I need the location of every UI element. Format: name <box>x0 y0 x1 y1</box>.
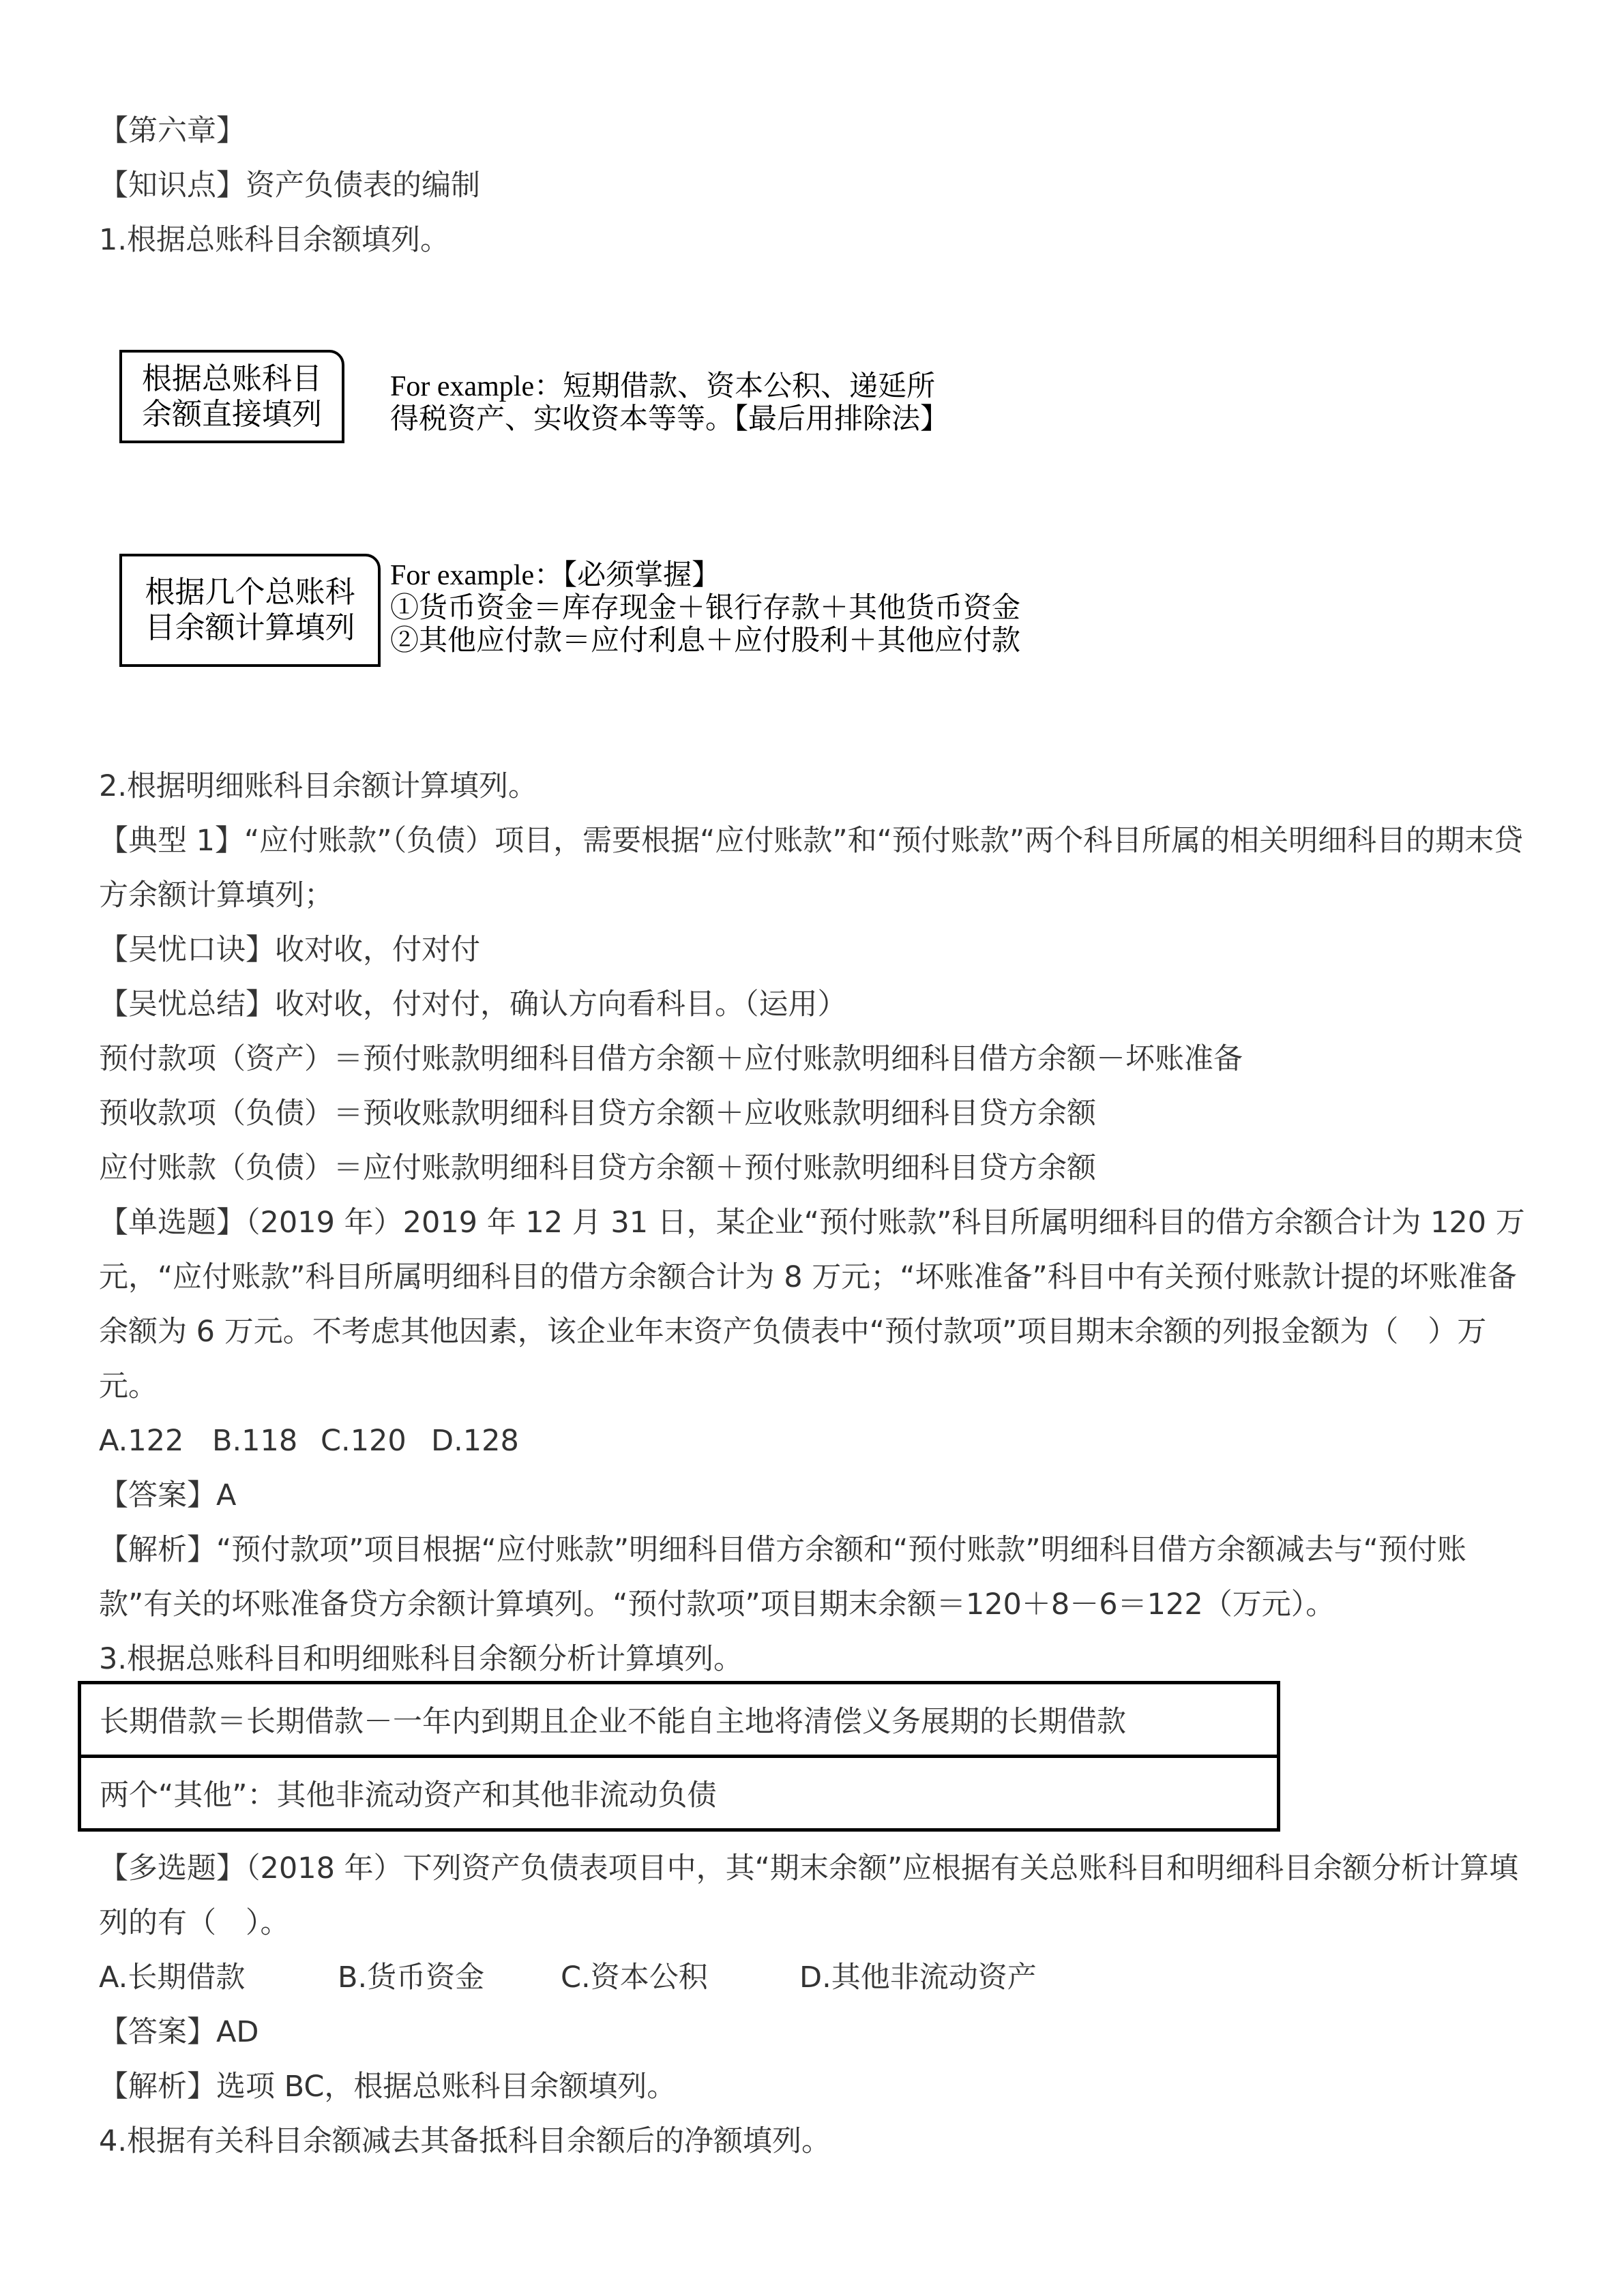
example-line: 得税资产、实收资本等等。【最后用排除法】 <box>390 404 949 435</box>
multi-choice-question: 【多选题】（2018 年）下列资产负债表项目中，其“期末余额”应根据有关总账科目和明细科目余额分析计算填列的有（ ）。 <box>99 1851 1519 1940</box>
diagram-box-direct-fill <box>119 350 344 443</box>
formula-advance-receipts: 预收款项（负债）＝预收账款明细科目贷方余额＋应收账款明细科目贷方余额 <box>99 1097 1096 1131</box>
knowledge-point-heading: 【知识点】资产负债表的编制 <box>99 168 480 203</box>
multi-choice-answer: 【答案】AD <box>99 2015 259 2049</box>
single-choice-answer: 【答案】A <box>99 1478 237 1512</box>
section-4-title: 4.根据有关科目余额减去其备抵科目余额后的净额填列。 <box>99 2124 831 2158</box>
multi-choice-analysis: 【解析】选项 BC，根据总账科目余额填列。 <box>99 2070 677 2104</box>
example-line: For example：【必须掌握】 <box>390 560 721 591</box>
option-c: C.120 <box>321 1424 407 1458</box>
table-cell: 长期借款＝长期借款－一年内到期且企业不能自主地将清偿义务展期的长期借款 <box>80 1683 1279 1757</box>
table-cell: 两个“其他”：其他非流动资产和其他非流动负债 <box>80 1757 1279 1830</box>
diagram-example-1 <box>390 370 949 436</box>
diagram-example-2 <box>390 559 1020 657</box>
option-d: D.128 <box>431 1424 519 1458</box>
option-c: C.资本公积 <box>561 1960 708 1995</box>
rules-table <box>78 1681 1280 1832</box>
option-a: A.122 <box>99 1424 184 1458</box>
diagram-box-label-line: 根据几个总账科 <box>145 575 355 610</box>
example-line: For example：短期借款、资本公积、递延所 <box>390 371 936 402</box>
option-b: B.118 <box>212 1424 298 1458</box>
formula-accounts-payable: 应付账款（负债）＝应付账款明细科目贷方余额＋预付账款明细科目贷方余额 <box>99 1151 1096 1185</box>
diagram-box-label-line: 根据总账科目 <box>142 361 322 396</box>
table-row <box>80 1757 1279 1830</box>
diagram-box-label-line: 目余额计算填列 <box>145 610 355 645</box>
single-choice-options <box>99 1414 519 1468</box>
multi-choice-options <box>99 1950 1037 2005</box>
single-choice-analysis: 【解析】“预付款项”项目根据“应付账款”明细科目借方余额和“预付账款”明细科目借方余额减去与“预付账款”有关的坏账准备贷方余额计算填列。“预付款项”项目期末余额＝120＋8－6＝122（万元）。 <box>99 1533 1466 1622</box>
formula-prepayments: 预付款项（资产）＝预付账款明细科目借方余额＋应付账款明细科目借方余额－坏账准备 <box>99 1042 1243 1076</box>
section-1-title: 1.根据总账科目余额填列。 <box>99 223 450 257</box>
section-2-title: 2.根据明细账科目余额计算填列。 <box>99 769 538 803</box>
chapter-heading: 【第六章】 <box>99 114 246 148</box>
table-row <box>80 1683 1279 1757</box>
option-a: A.长期借款 <box>99 1960 246 1995</box>
mnemonic-text: 【吴忧口诀】收对收，付对付 <box>99 933 480 967</box>
section-3-title: 3.根据总账科目和明细账科目余额分析计算填列。 <box>99 1642 743 1676</box>
option-b: B.货币资金 <box>338 1960 485 1995</box>
summary-text: 【吴忧总结】收对收，付对付，确认方向看科目。（运用） <box>99 987 847 1022</box>
example-line: ①货币资金＝库存现金＋银行存款＋其他货币资金 <box>390 593 1021 624</box>
single-choice-question: 【单选题】（2019 年）2019 年 12 月 31 日，某企业“预付账款”科目所属明细科目的借方余额合计为 120 万元，“应付账款”科目所属明细科目的借方余额合计为 8 万元；“坏账准备”科目中有关预付账款计提的坏账准备余额为 6 万元。不考虑其他因素，该企业年末资产负债表中“预付款项”项目期末余额的列报金额为（ ）万元。 <box>99 1206 1525 1403</box>
typical-1-text: 【典型 1】“应付账款”（负债）项目，需要根据“应付账款”和“预付账款”两个科目所属的相关明细科目的期末贷方余额计算填列； <box>99 824 1524 912</box>
diagram-box-calculated-fill <box>119 554 381 667</box>
diagram-box-label-line: 余额直接填列 <box>142 396 322 432</box>
example-line: ②其他应付款＝应付利息＋应付股利＋其他应付款 <box>390 625 1021 657</box>
option-d: D.其他非流动资产 <box>799 1960 1037 1995</box>
